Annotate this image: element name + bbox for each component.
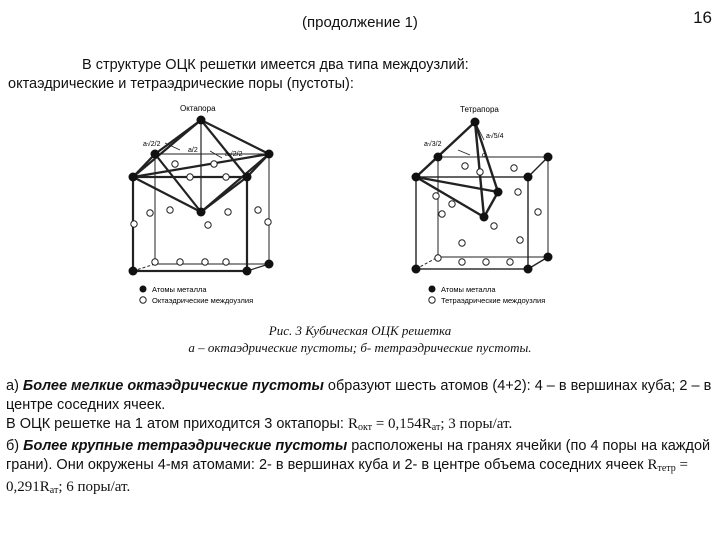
left-legend-pore: Октаэдрические междоузлия	[152, 296, 254, 305]
metal-atom	[265, 150, 274, 159]
metal-atom	[265, 260, 274, 269]
intro-line-2: октаэдрические и тетраэдрические поры (пустоты):	[8, 76, 354, 92]
metal-atom	[243, 173, 252, 182]
metal-atom	[243, 267, 252, 276]
metal-atom	[524, 173, 533, 182]
right-legend-pore: Тетраэдрические междоузлия	[441, 296, 546, 305]
pore-site	[507, 259, 513, 265]
paragraph-oct: В ОЦК решетке на 1 атом приходится 3 октапоры: $R_{окт} = 0,154R_{ат}$; 3 поры/ат.	[6, 416, 513, 433]
metal-atom	[129, 173, 138, 182]
legend-pore-swatch	[140, 297, 146, 303]
left-label-a2-right: а√2/2	[225, 151, 243, 158]
page-number: 16	[693, 8, 712, 27]
pore-site	[205, 222, 211, 228]
figure-caption	[100, 322, 620, 356]
right-label-c: с	[482, 152, 486, 159]
metal-atom	[494, 188, 503, 197]
metal-atom	[197, 116, 206, 125]
metal-atom	[129, 267, 138, 276]
left-label-a2-left: а√2/2	[143, 141, 161, 148]
metal-atom	[480, 213, 489, 222]
caption-line-2: а – октаэдрические пустоты; б- тетраэдрические пустоты.	[188, 340, 532, 355]
pore-site	[511, 165, 517, 171]
metal-atom	[434, 153, 443, 162]
pore-site	[187, 174, 193, 180]
formula-tet: $R_{тетр} = 0,291R_{ат}$; 6 поры/ат.	[6, 457, 688, 496]
paragraph-b-emphasis: Более крупные тетраэдрические пустоты	[23, 438, 348, 454]
pore-site	[177, 259, 183, 265]
pore-site	[202, 259, 208, 265]
pore-site	[491, 223, 497, 229]
pore-site	[131, 221, 137, 227]
metal-atom	[197, 208, 206, 217]
pore-site	[515, 189, 521, 195]
pore-site	[265, 219, 271, 225]
pore-site	[459, 259, 465, 265]
pore-site	[483, 259, 489, 265]
right-label-a3: а√3/2	[424, 141, 442, 148]
left-label-a2: а/2	[188, 147, 198, 154]
pore-site	[439, 211, 445, 217]
pore-site	[223, 174, 229, 180]
pore-site	[459, 240, 465, 246]
intro-line-1: В структуре ОЦК решетки имеется два типа междоузлий:	[82, 57, 469, 73]
pore-site	[172, 161, 178, 167]
pore-site	[433, 193, 439, 199]
pore-site	[435, 255, 441, 261]
pore-site	[255, 207, 261, 213]
legend-pore-swatch	[429, 297, 435, 303]
metal-atom	[544, 153, 553, 162]
legend-metal-swatch	[140, 286, 147, 293]
metal-atom	[471, 118, 480, 127]
right-title: Тетрапора	[460, 105, 499, 114]
formula-oct: $R_{окт} = 0,154R_{ат}$; 3 поры/ат.	[347, 416, 513, 433]
pore-site	[211, 161, 217, 167]
pore-site	[152, 259, 158, 265]
metal-atom	[524, 265, 533, 274]
pore-site	[167, 207, 173, 213]
paragraph-b: б) Более крупные тетраэдрические пустоты расположены на гранях ячейки (по 4 поры на каждой грани). Они окружены 4-мя атомами: 2- в вершинах куба и 2- в центре объема соседних ячеек $R_{тетр} = 0,291R_{ат}$; 6 поры/ат.	[6, 438, 711, 496]
left-title: Октапора	[180, 104, 216, 113]
pore-site	[535, 209, 541, 215]
pore-site	[225, 209, 231, 215]
paragraph-a-emphasis: Более мелкие октаэдрические пустоты	[22, 378, 324, 394]
metal-atom	[412, 265, 421, 274]
paragraph-a: а) Более мелкие октаэдрические пустоты образуют шесть атомов (4+2): 4 – в вершинах куба; 2 – в центре соседних ячеек.	[6, 378, 712, 413]
pore-site	[517, 237, 523, 243]
body-text	[6, 377, 718, 500]
octahedron	[133, 120, 269, 212]
left-legend-metal: Атомы металла	[152, 285, 207, 294]
legend-metal-swatch	[429, 286, 436, 293]
caption-line-1: Рис. 3 Кубическая ОЦК решетка	[268, 323, 452, 338]
right-legend-metal: Атомы металла	[441, 285, 496, 294]
pore-site	[449, 201, 455, 207]
pore-site	[462, 163, 468, 169]
metal-atom	[412, 173, 421, 182]
pore-site	[477, 169, 483, 175]
pore-site	[223, 259, 229, 265]
metal-atom	[544, 253, 553, 262]
metal-atom	[151, 150, 160, 159]
slide-title: (продолжение 1)	[302, 14, 418, 31]
pore-site	[147, 210, 153, 216]
right-label-a5: а√5/4	[486, 133, 504, 140]
